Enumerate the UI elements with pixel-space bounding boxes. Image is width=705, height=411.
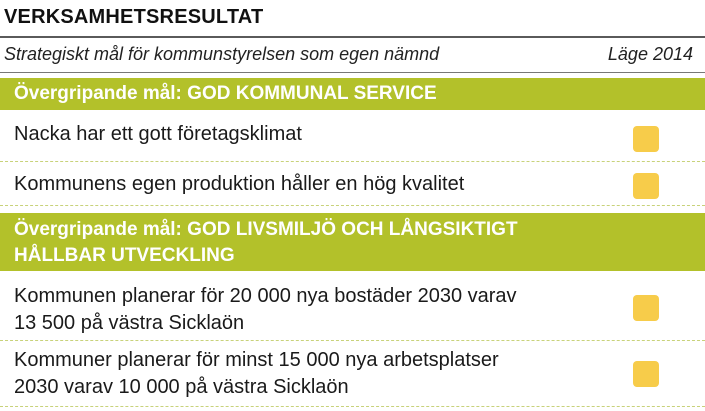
status-indicator [633, 295, 659, 321]
section-heading [0, 78, 705, 110]
goal-row [0, 271, 705, 341]
page-title: VERKSAMHETSRESULTAT [4, 6, 264, 28]
status-indicator [633, 361, 659, 387]
goal-column-header: Strategiskt mål för kommunstyrelsen som egen nämnd [4, 44, 440, 64]
goal-text [14, 121, 302, 148]
section-heading-line: Övergripande mål: GOD KOMMUNAL SERVICE [14, 83, 437, 104]
column-header-row [0, 42, 705, 70]
goal-text [14, 347, 499, 401]
status-indicator [633, 173, 659, 199]
goal-text [14, 283, 517, 337]
status-column-header: Läge 2014 [607, 44, 693, 64]
goal-row [0, 341, 705, 407]
title-divider [0, 36, 705, 38]
goal-text [14, 171, 464, 198]
goal-text-line: 2030 varav 10 000 på västra Sicklaön [14, 376, 349, 398]
goal-text-line: Kommuner planerar för minst 15 000 nya arbetsplatser [14, 349, 499, 371]
goal-text-line: Kommunens egen produktion håller en hög kvalitet [14, 173, 465, 195]
section-heading [0, 213, 705, 271]
status-indicator [633, 126, 659, 152]
goal-text-line: Nacka har ett gott företagsklimat [14, 123, 302, 145]
goal-row [0, 110, 705, 162]
goal-text-line: Kommunen planerar för 20 000 nya bostäder 2030 varav [14, 285, 517, 307]
section-heading-line: HÅLLBAR UTVECKLING [14, 245, 235, 266]
goal-text-line: 13 500 på västra Sicklaön [14, 312, 245, 334]
header-divider [0, 72, 705, 73]
goal-row [0, 162, 705, 206]
section-heading-line: Övergripande mål: GOD LIVSMILJÖ OCH LÅNGSIKTIGT [14, 219, 518, 240]
